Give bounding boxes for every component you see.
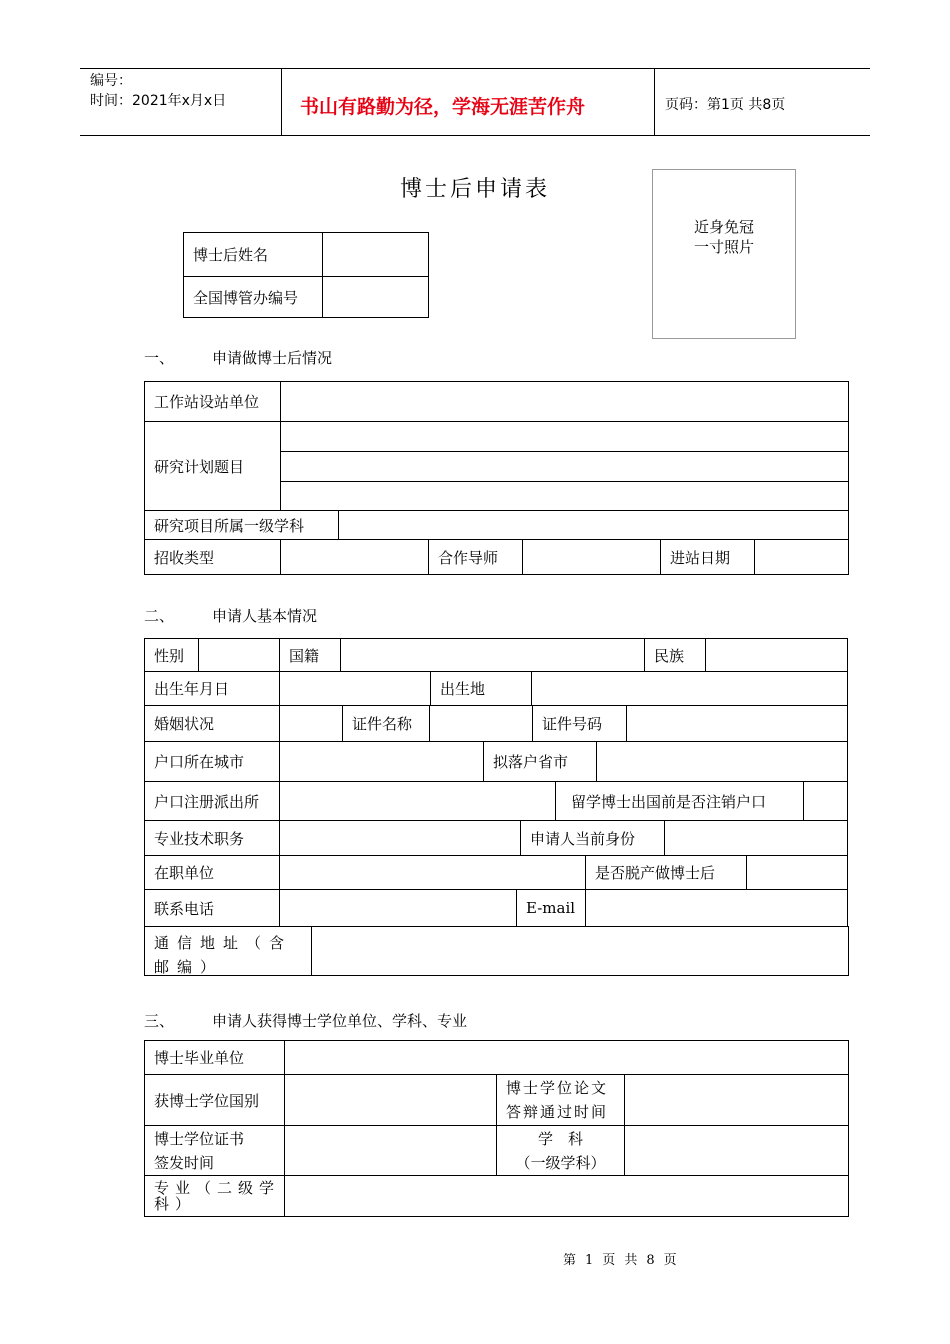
id-type-field[interactable] [429, 705, 533, 742]
doc-number-label: 编号： [90, 73, 132, 89]
subject-label: 学 科 [537, 1129, 583, 1148]
grad-unit-label-cell [144, 1040, 285, 1075]
footer-p6: 页 [663, 1253, 677, 1268]
birth-date-label-cell [144, 671, 280, 706]
full-time-label: 是否脱产做博士后 [595, 864, 716, 882]
station-unit-label: 工作站设站单位 [154, 393, 260, 411]
cancel-hukou-label-cell [555, 781, 804, 821]
subject-note: （一级学科） [515, 1153, 606, 1172]
birth-date-field[interactable] [279, 671, 431, 706]
gender-label: 性别 [154, 646, 185, 665]
recruit-type-label-cell [144, 539, 281, 575]
entry-date-label: 进站日期 [670, 548, 731, 567]
nationality-label-cell [279, 638, 341, 672]
id-label-cell [183, 276, 323, 318]
section1-number: 一、 [144, 349, 175, 367]
research-topic-field-1[interactable] [280, 421, 849, 452]
gender-label-cell [144, 638, 199, 672]
supervisor-label: 合作导师 [438, 548, 499, 567]
supervisor-field[interactable] [522, 539, 661, 575]
name-label-cell [183, 232, 323, 277]
phone-field[interactable] [279, 889, 517, 927]
discipline-field[interactable] [338, 510, 849, 540]
employer-label: 在职单位 [154, 864, 215, 882]
subject-field[interactable] [624, 1125, 849, 1176]
section3-title: 申请人获得博士学位单位、学科、专业 [212, 1012, 468, 1030]
title-position-field[interactable] [279, 820, 521, 856]
marital-field[interactable] [279, 705, 343, 742]
major-label: 专业（二级学科） [154, 1179, 281, 1213]
settle-province-label: 拟落户省市 [493, 753, 569, 771]
email-label: E-mail [526, 899, 576, 917]
current-status-field[interactable] [664, 820, 848, 856]
address-label-cell [144, 926, 312, 976]
settle-province-field[interactable] [596, 741, 848, 782]
phone-label-cell [144, 889, 280, 927]
address-label: 通信地址（含邮编） [154, 934, 293, 976]
id-number-label: 证件号码 [542, 715, 603, 733]
discipline-label: 研究项目所属一级学科 [154, 516, 305, 535]
phone-label: 联系电话 [154, 899, 215, 918]
full-time-field[interactable] [746, 855, 848, 890]
birth-place-label-cell [430, 671, 532, 706]
supervisor-label-cell [428, 539, 523, 575]
recruit-type-label: 招收类型 [154, 548, 215, 567]
nationality-label: 国籍 [289, 646, 320, 665]
footer-current-page: 1 [585, 1253, 594, 1268]
entry-date-field[interactable] [754, 539, 849, 575]
ethnicity-label-cell [644, 638, 706, 672]
police-station-label-cell [144, 781, 280, 821]
ethnicity-field[interactable] [705, 638, 848, 672]
major-field[interactable] [284, 1175, 849, 1217]
cancel-hukou-label: 留学博士出国前是否注销户口 [571, 792, 767, 811]
section3-number: 三、 [144, 1012, 175, 1030]
header-motto: 书山有路勤为径，学海无涯苦作舟 [300, 96, 586, 118]
birth-date-label: 出生年月日 [154, 680, 230, 698]
defense-time-label: 博士学位论文答辩通过时间 [506, 1079, 609, 1121]
id-type-label-cell [342, 705, 430, 742]
id-type-label: 证件名称 [352, 715, 413, 733]
email-field[interactable] [585, 889, 848, 927]
marital-label-cell [144, 705, 280, 742]
ethnicity-label: 民族 [654, 646, 685, 665]
cert-time-label: 博士学位证书签发时间 [154, 1129, 245, 1172]
doc-time-label: 时间：2021年x月x日 [90, 93, 227, 109]
footer-p1: 第 [563, 1253, 577, 1268]
photo-box-line2: 一寸照片 [693, 238, 754, 256]
postdoc-name-label: 博士后姓名 [193, 246, 269, 264]
defense-time-label-cell [496, 1074, 625, 1126]
section1-title: 申请做博士后情况 [212, 349, 333, 367]
recruit-type-field[interactable] [280, 539, 429, 575]
header-page-info: 页码：第1页 共8页 [665, 97, 786, 113]
hukou-city-label: 户口所在城市 [154, 753, 245, 771]
birth-place-label: 出生地 [440, 680, 486, 698]
birth-place-field[interactable] [531, 671, 848, 706]
major-label-cell [144, 1175, 285, 1217]
discipline-label-cell [144, 510, 339, 540]
station-unit-field[interactable] [280, 381, 849, 422]
email-label-cell [516, 889, 586, 927]
cert-time-field[interactable] [284, 1125, 497, 1176]
current-status-label: 申请人当前身份 [530, 829, 636, 848]
page-footer [563, 1249, 686, 1268]
id-number-field[interactable] [626, 705, 848, 742]
section2-number: 二、 [144, 607, 175, 625]
section2-title: 申请人基本情况 [212, 607, 318, 625]
research-topic-field-3[interactable] [280, 481, 849, 511]
nationality-field[interactable] [340, 638, 645, 672]
photo-box-line1: 近身免冠 [693, 218, 754, 236]
photo-box [652, 169, 796, 339]
page-title: 博士后申请表 [400, 177, 551, 202]
research-topic-label-cell [144, 421, 281, 511]
entry-date-label-cell [660, 539, 755, 575]
address-field[interactable] [311, 926, 849, 976]
hukou-city-field[interactable] [279, 741, 484, 782]
research-topic-field-2[interactable] [280, 451, 849, 482]
degree-country-label: 获博士学位国别 [154, 1091, 260, 1110]
degree-country-label-cell [144, 1074, 285, 1126]
title-position-label-cell [144, 820, 280, 856]
employer-field[interactable] [279, 855, 586, 890]
grad-unit-field[interactable] [284, 1040, 849, 1075]
footer-p4: 共 [624, 1253, 638, 1268]
settle-province-label-cell [483, 741, 597, 782]
current-status-label-cell [520, 820, 665, 856]
national-id-field[interactable] [322, 276, 429, 318]
degree-country-field[interactable] [284, 1074, 497, 1126]
research-topic-label: 研究计划题目 [154, 457, 245, 476]
police-station-field[interactable] [279, 781, 556, 821]
station-unit-label-cell [144, 381, 281, 422]
gender-field[interactable] [198, 638, 280, 672]
employer-label-cell [144, 855, 280, 890]
id-number-label-cell [532, 705, 627, 742]
title-position-label: 专业技术职务 [154, 829, 245, 848]
footer-p3: 页 [602, 1253, 616, 1268]
grad-unit-label: 博士毕业单位 [154, 1049, 245, 1067]
cert-time-label-cell [144, 1125, 285, 1176]
postdoc-name-field[interactable] [322, 232, 429, 277]
subject-label-cell [496, 1125, 625, 1176]
full-time-label-cell [585, 855, 747, 890]
marital-label: 婚姻状况 [154, 715, 215, 733]
hukou-city-label-cell [144, 741, 280, 782]
national-id-label: 全国博管办编号 [193, 288, 299, 307]
defense-time-field[interactable] [624, 1074, 849, 1126]
footer-total-pages: 8 [646, 1253, 655, 1268]
police-station-label: 户口注册派出所 [154, 792, 260, 811]
cancel-hukou-field[interactable] [803, 781, 848, 821]
